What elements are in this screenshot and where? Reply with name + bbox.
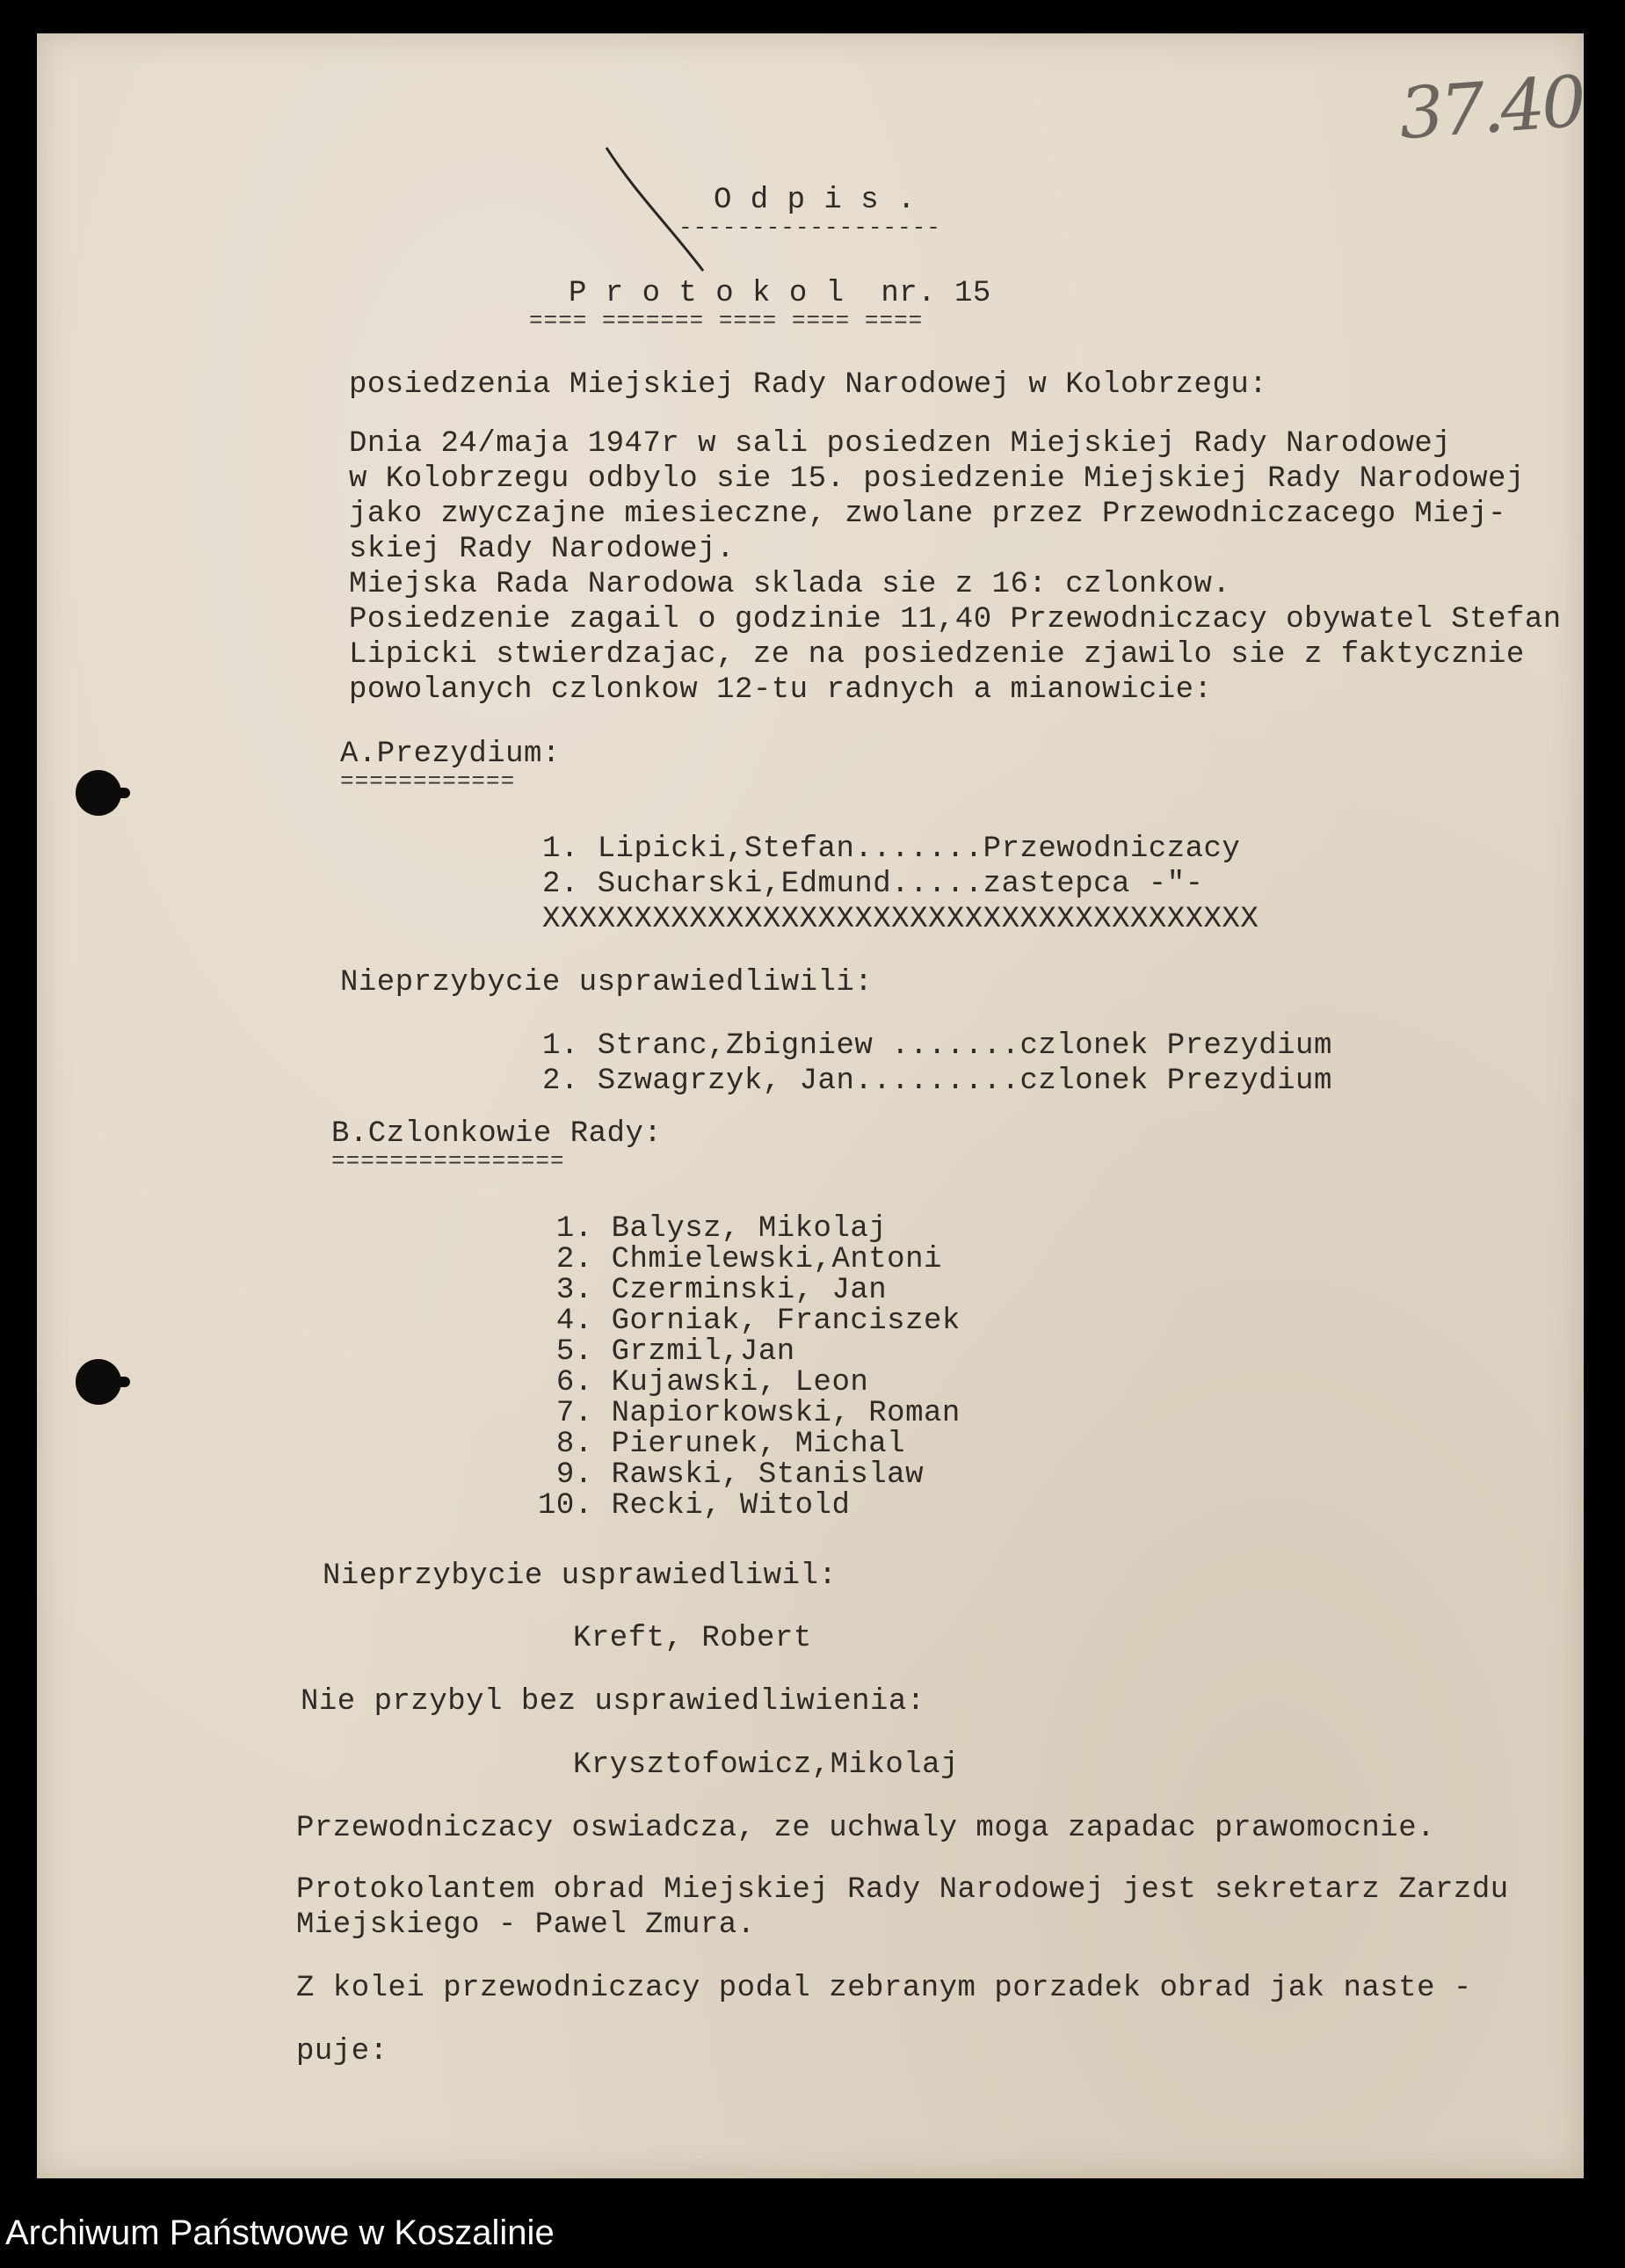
council-member: 8. Pierunek, Michal — [538, 1428, 906, 1461]
section-b-underline: ================ — [331, 1148, 565, 1174]
protocol-title-underline: ==== ======= ==== ==== ==== — [529, 308, 924, 334]
section-a-underline: ============ — [340, 768, 516, 795]
punch-hole — [76, 1359, 121, 1405]
council-member: 2. Chmielewski,Antoni — [538, 1243, 942, 1276]
recorder-line: Protokolantem obrad Miejskiej Rady Narodowej jest sekretarz Zarzdu — [296, 1873, 1509, 1907]
absent-presidium-member: 2. Szwagrzyk, Jan.........czlonek Prezydium — [542, 1065, 1332, 1098]
presidium-member: 2. Sucharski,Edmund.....zastepca -"- — [542, 868, 1204, 901]
intro-line: skiej Rady Narodowej. — [349, 533, 735, 566]
council-member: 9. Rawski, Stanislaw — [538, 1458, 924, 1492]
intro-line: jako zwyczajne miesieczne, zwolane przez Przewodniczacego Miej- — [349, 498, 1506, 531]
council-member: 7. Napiorkowski, Roman — [538, 1397, 961, 1430]
absent-unexcused-name: Krysztofowicz,Mikolaj — [573, 1748, 959, 1782]
presidium-member: 1. Lipicki,Stefan.......Przewodniczacy — [542, 832, 1241, 866]
section-a-heading: A.Prezydium: — [340, 738, 561, 771]
council-member: 1. Balysz, Mikolaj — [538, 1212, 888, 1246]
odpis-heading: O d p i s . — [714, 184, 916, 217]
punch-hole — [76, 770, 121, 816]
council-member: 6. Kujawski, Leon — [538, 1366, 869, 1399]
pen-stroke-mark — [599, 139, 714, 280]
absent-excused-single-heading: Nieprzybycie usprawiedliwil: — [323, 1559, 838, 1593]
section-b-heading: B.Czlonkowie Rady: — [331, 1117, 663, 1151]
agenda-line-end: puje: — [296, 2035, 388, 2068]
absent-presidium-member: 1. Stranc,Zbigniew .......czlonek Prezydium — [542, 1029, 1332, 1063]
intro-line: Miejska Rada Narodowa sklada sie z 16: czlonkow. — [349, 568, 1231, 601]
council-member: 5. Grzmil,Jan — [538, 1335, 795, 1369]
council-member: 4. Gorniak, Franciszek — [538, 1305, 961, 1338]
absent-unexcused-heading: Nie przybyl bez usprawiedliwienia: — [301, 1685, 925, 1719]
intro-line: Posiedzenie zagail o godzinie 11,40 Przewodniczacy obywatel Stefan — [349, 603, 1562, 636]
council-member: 3. Czerminski, Jan — [538, 1274, 888, 1307]
intro-line: Dnia 24/maja 1947r w sali posiedzen Miejskiej Rady Narodowej — [349, 427, 1452, 461]
intro-line: w Kolobrzegu odbylo sie 15. posiedzenie Miejskiej Rady Narodowej — [349, 462, 1525, 496]
absent-excused-name: Kreft, Robert — [573, 1622, 812, 1655]
intro-line: powolanych czlonkow 12-tu radnych a mianowicie: — [349, 673, 1213, 707]
recorder-line: Miejskiego - Pawel Zmura. — [296, 1908, 756, 1942]
council-member: 10. Recki, Witold — [538, 1489, 851, 1523]
struck-out-line: XXXXXXXXXXXXXXXXXXXXXXXXXXXXXXXXXXXXXXX — [542, 903, 1259, 936]
protocol-title: P r o t o k o l nr. 15 — [569, 277, 991, 310]
odpis-underline: ------------------ — [678, 214, 941, 241]
archive-footer: Archiwum Państwowe w Koszalinie — [0, 2198, 1625, 2268]
protocol-subtitle: posiedzenia Miejskiej Rady Narodowej w Kolobrzegu: — [349, 368, 1268, 402]
document-page — [37, 33, 1584, 2178]
agenda-line: Z kolei przewodniczacy podal zebranym porzadek obrad jak naste - — [296, 1972, 1472, 2005]
absent-excused-heading: Nieprzybycie usprawiedliwili: — [340, 966, 874, 1000]
quorum-statement: Przewodniczacy oswiadcza, ze uchwaly moga zapadac prawomocnie. — [296, 1812, 1436, 1845]
pencil-page-number: 37.40 — [1396, 60, 1586, 156]
intro-line: Lipicki stwierdzajac, ze na posiedzenie zjawilo sie z faktycznie — [349, 638, 1525, 672]
